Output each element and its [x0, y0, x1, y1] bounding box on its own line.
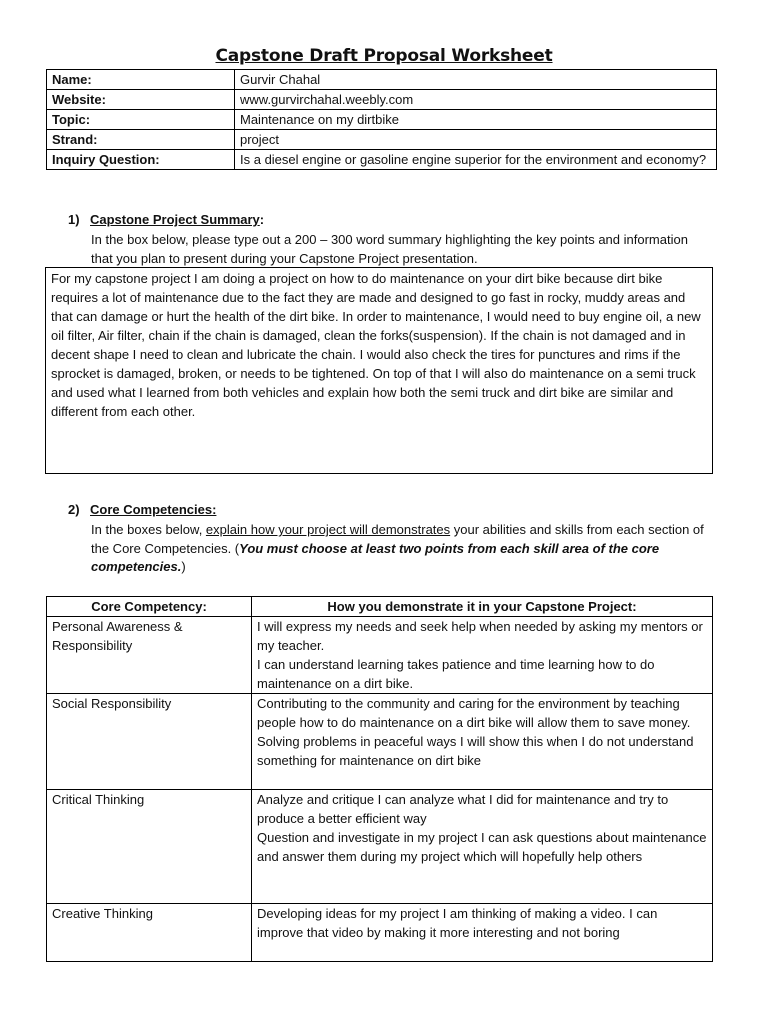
- competency-column-header: Core Competency:: [47, 597, 252, 617]
- summary-text: For my capstone project I am doing a project on how to do maintenance on your dirt bike because dirt bike requires a lot of maintenance due to the fact they are made and designed to go fast in rocky, muddy areas and that can damage or hurt the health of the dirt bike. In order to maintenance, I would need to buy engine oil, a new oil filter, Air filter, chain if the chain is damaged, clean the forks(suspension). If the chain is not damaged and in decent shape I need to clean and lubricate the chain. I would also check the tires for punctures and rims if the sprocket is damaged, broken, or needs to be tightened. On top of that I will also do maintenance on a semi truck and used what I learned from both vehicles and explain how both the semi truck and dirt bike are similar and different from each other.: [51, 271, 701, 419]
- section2-instr-underlined: explain how your project will demonstrates: [205, 522, 451, 537]
- competency-row: [47, 694, 713, 790]
- section2-instr-emphasis: You must choose at least two points from each skill area of the core competencies.: [91, 540, 660, 574]
- topic-value: Maintenance on my dirtbike: [235, 110, 717, 130]
- website-value: www.gurvirchahal.weebly.com: [235, 90, 717, 110]
- section1-title: Capstone Project Summary: [90, 212, 260, 227]
- info-row-strand: [47, 130, 717, 150]
- name-value: Gurvir Chahal: [235, 70, 717, 90]
- section1-number: 1): [68, 212, 80, 227]
- demonstration-line: Contributing to the community and caring for the environment by teaching people how to do maintenance on a dirt bike will allow them to save money.: [257, 696, 691, 730]
- section1-heading: [68, 212, 264, 227]
- competency-demonstration[interactable]: [252, 790, 713, 904]
- demonstration-column-header: How you demonstrate it in your Capstone Project:: [252, 597, 713, 617]
- competency-demonstration[interactable]: [252, 904, 713, 962]
- competencies-table: [46, 596, 713, 962]
- competency-row: [47, 617, 713, 694]
- summary-box[interactable]: [45, 267, 713, 474]
- info-row-inquiry: [47, 150, 717, 170]
- inquiry-value: Is a diesel engine or gasoline engine superior for the environment and economy?: [235, 150, 717, 170]
- inquiry-label: Inquiry Question:: [47, 150, 235, 170]
- strand-value: project: [235, 130, 717, 150]
- competency-demonstration[interactable]: [252, 694, 713, 790]
- info-row-topic: [47, 110, 717, 130]
- section2-instr-end: ): [181, 559, 186, 574]
- section2-title: Core Competencies:: [90, 502, 217, 517]
- section1-instructions: In the box below, please type out a 200 – 300 word summary highlighting the key points and information that you plan to present during your Capstone Project presentation.: [91, 232, 688, 266]
- topic-label: Topic:: [47, 110, 235, 130]
- section1-colon: :: [259, 212, 265, 227]
- demonstration-line: Solving problems in peaceful ways I will show this when I do not understand something for maintenance on dirt bike: [257, 734, 694, 768]
- competency-row: [47, 904, 713, 962]
- competency-name: Personal Awareness & Responsibility: [47, 617, 252, 694]
- section2-heading: [68, 502, 216, 517]
- competency-name: Creative Thinking: [47, 904, 252, 962]
- section2-instr-mid: your abilities and skills from each section of the Core Competencies. (: [91, 522, 704, 556]
- strand-label: Strand:: [47, 130, 235, 150]
- website-label: Website:: [47, 90, 235, 110]
- name-label: Name:: [47, 70, 235, 90]
- demonstration-line: Question and investigate in my project I can ask questions about maintenance and answer them during my project which will hopefully help others: [257, 830, 707, 864]
- competency-name: Social Responsibility: [47, 694, 252, 790]
- info-row-website: [47, 90, 717, 110]
- competency-row: [47, 790, 713, 904]
- demonstration-line: Developing ideas for my project I am thinking of making a video. I can improve that video by making it more interesting and not boring: [257, 906, 658, 940]
- demonstration-line: I will express my needs and seek help when needed by asking my mentors or my teacher.: [257, 619, 703, 653]
- student-info-table: [46, 69, 717, 170]
- demonstration-line: I can understand learning takes patience and time learning how to do maintenance on a dirt bike.: [257, 657, 655, 691]
- competencies-header-row: [47, 597, 713, 617]
- section2-instructions: [91, 521, 711, 577]
- competency-name: Critical Thinking: [47, 790, 252, 904]
- section2-number: 2): [68, 502, 80, 517]
- section2-instr-pre: In the boxes below,: [91, 522, 206, 537]
- info-row-name: [47, 70, 717, 90]
- competency-demonstration[interactable]: [252, 617, 713, 694]
- demonstration-line: Analyze and critique I can analyze what I did for maintenance and try to produce a better efficient way: [257, 792, 669, 826]
- worksheet-title: Capstone Draft Proposal Worksheet: [215, 46, 553, 66]
